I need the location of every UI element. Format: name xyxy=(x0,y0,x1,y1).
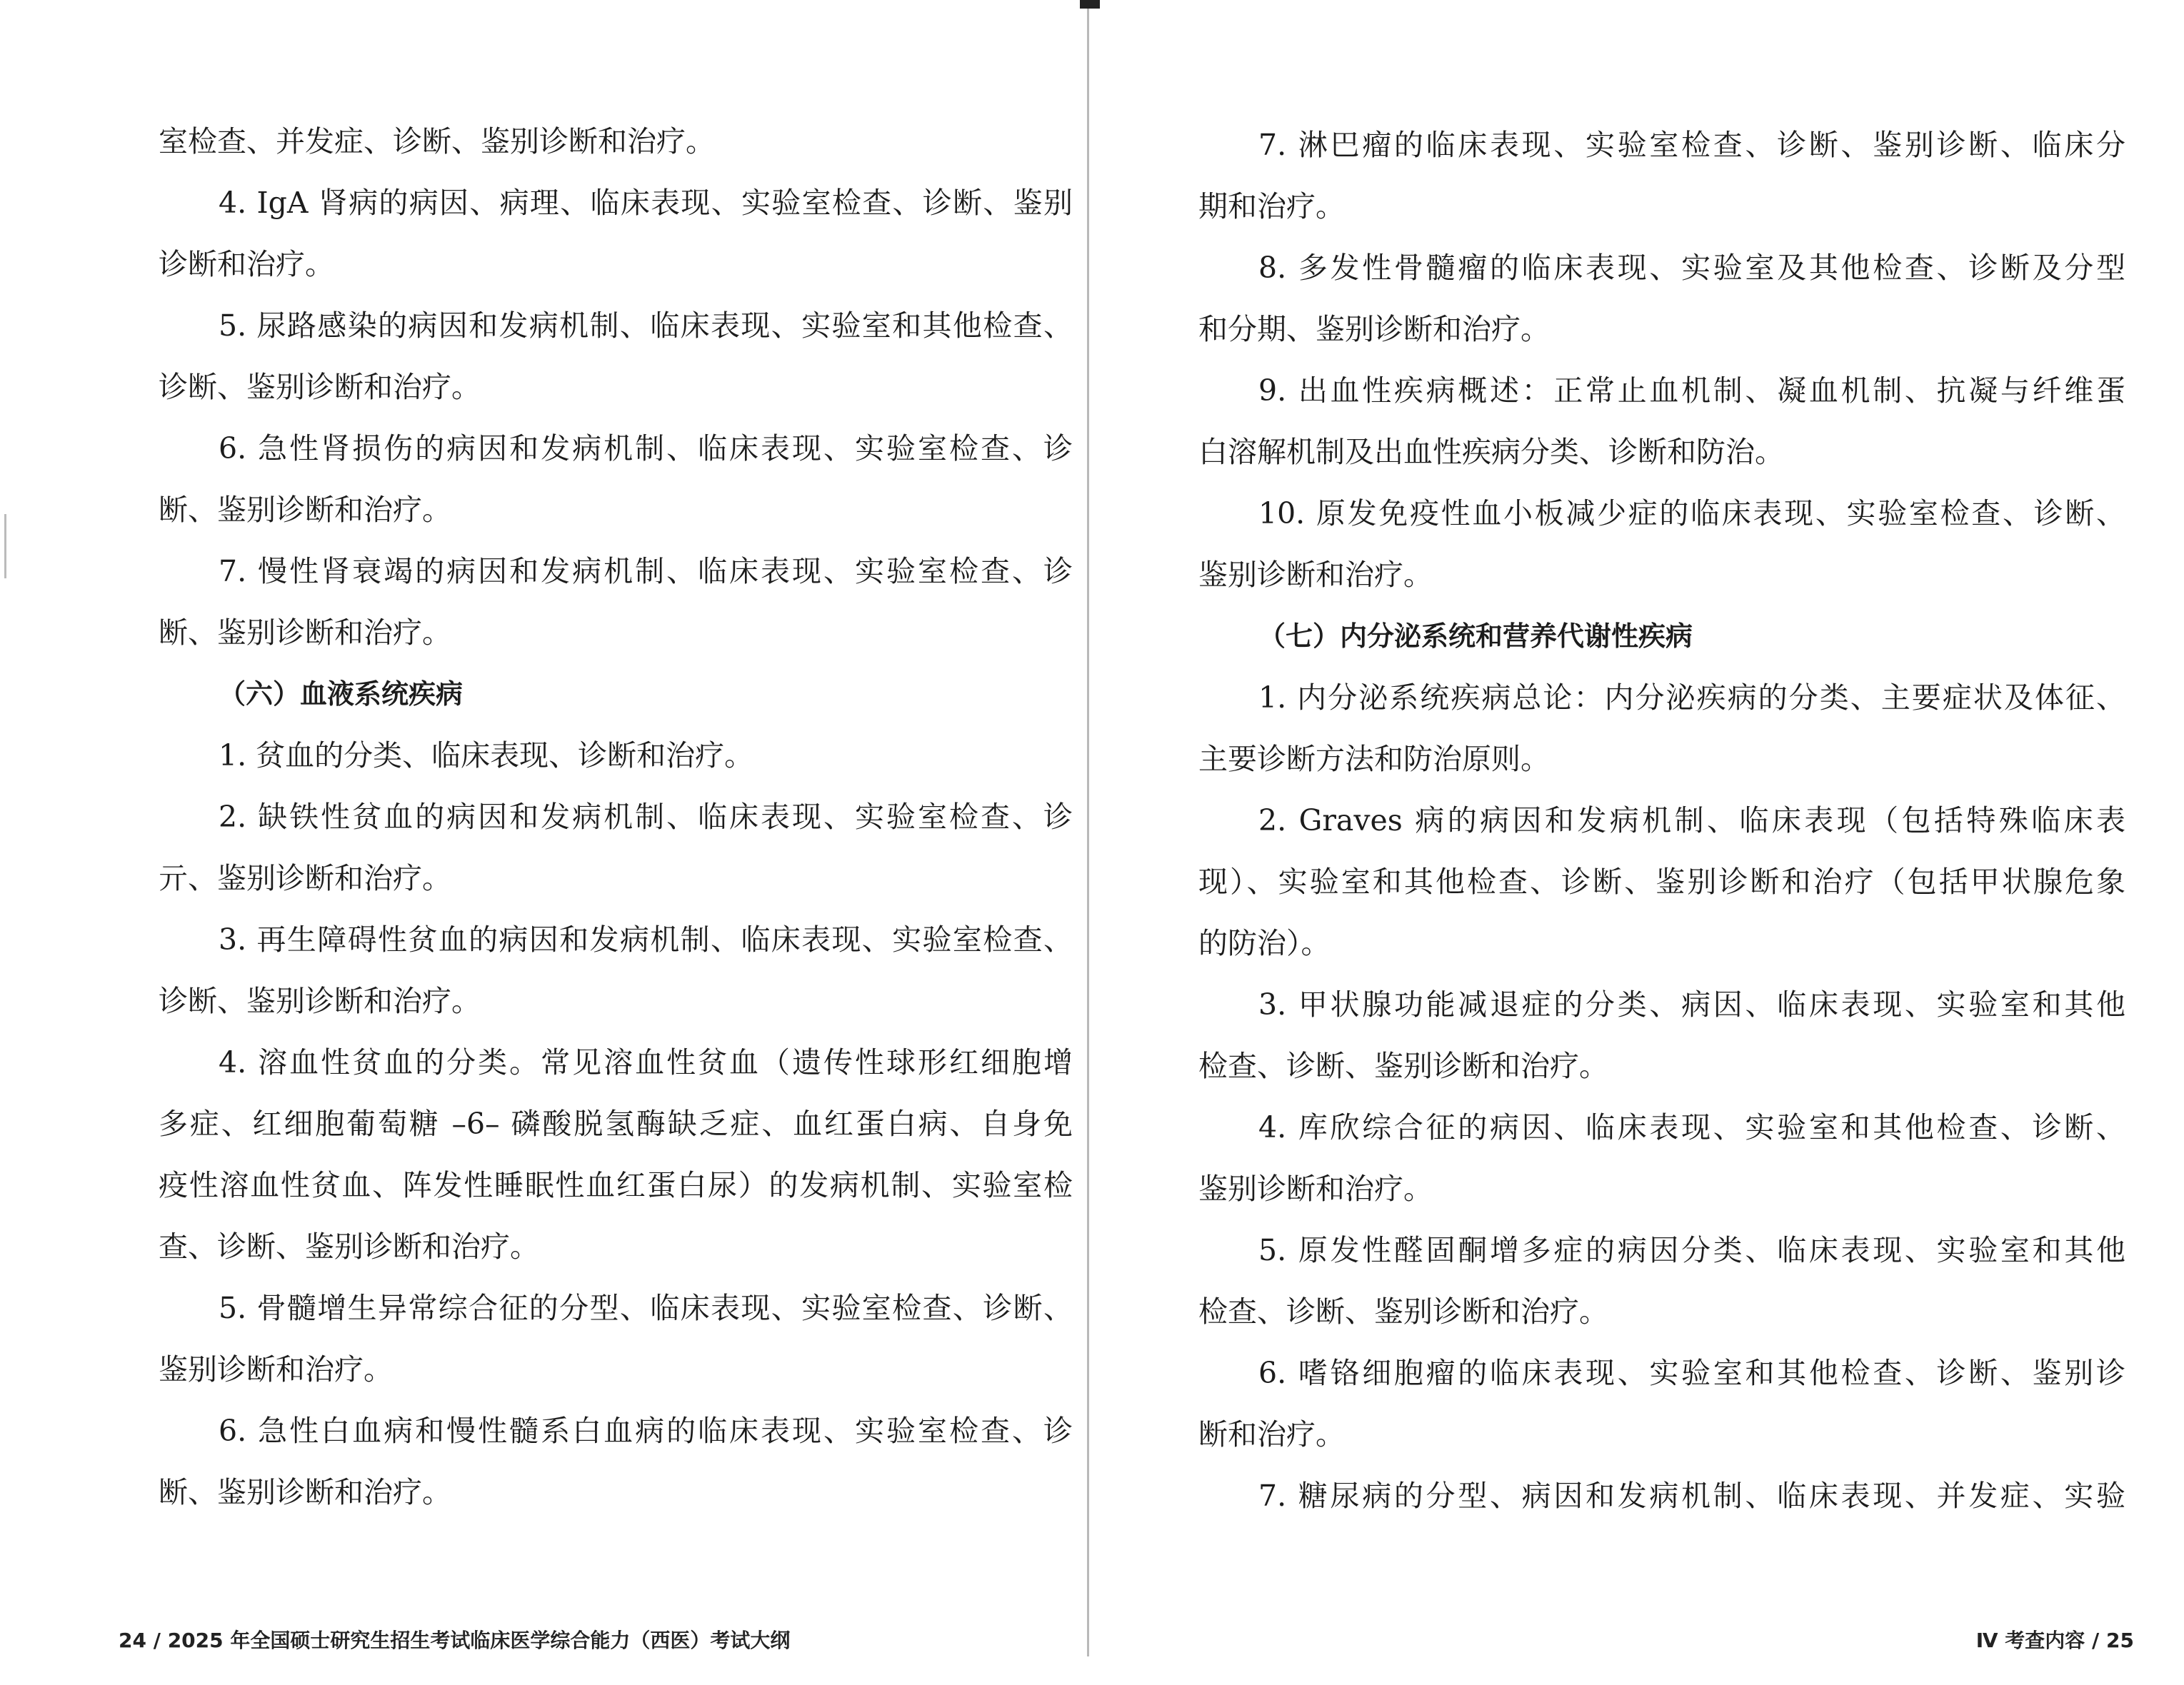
list-item-7: 7. 淋巴瘤的临床表现、实验室检查、诊断、鉴别诊断、临床分 xyxy=(1258,128,2125,162)
text-line: 鉴别诊断和治疗。 xyxy=(1198,558,1433,592)
text-line: 和分期、鉴别诊断和治疗。 xyxy=(1198,312,1550,346)
list-item-7: 7. 慢性肾衰竭的病因和发病机制、临床表现、实验室检查、诊 xyxy=(219,554,1073,588)
list-item-5: 5. 尿路感染的病因和发病机制、临床表现、实验室和其他检查、 xyxy=(219,308,1073,343)
list-item-8: 8. 多发性骨髓瘤的临床表现、实验室及其他检查、诊断及分型 xyxy=(1258,251,2125,285)
section-heading: （六）血液系统疾病 xyxy=(219,678,464,710)
text-line: 主要诊断方法和防治原则。 xyxy=(1198,742,1550,776)
text-line: 查、诊断、鉴别诊断和治疗。 xyxy=(159,1229,539,1264)
text-line: 诊断和治疗。 xyxy=(159,247,334,281)
text-line: 白溶解机制及出血性疾病分类、诊断和防治。 xyxy=(1198,435,1784,469)
list-item-4: 4. 库欣综合征的病因、临床表现、实验室和其他检查、诊断、 xyxy=(1258,1110,2125,1145)
list-item-3: 3. 甲状腺功能减退症的分类、病因、临床表现、实验室和其他 xyxy=(1258,987,2125,1022)
list-item-3: 3. 再生障碍性贫血的病因和发病机制、临床表现、实验室检查、 xyxy=(219,922,1073,957)
text-line: 鉴别诊断和治疗。 xyxy=(159,1352,393,1387)
text-line: 断、鉴别诊断和治疗。 xyxy=(159,615,451,650)
list-item-5: 5. 原发性醛固酮增多症的病因分类、临床表现、实验室和其他 xyxy=(1258,1233,2125,1267)
list-item-5: 5. 骨髓增生异常综合征的分型、临床表现、实验室检查、诊断、 xyxy=(219,1291,1073,1325)
text-line: 期和治疗。 xyxy=(1198,189,1345,223)
right-page-text xyxy=(1198,114,2125,1526)
list-item-6: 6. 急性肾损伤的病因和发病机制、临床表现、实验室检查、诊 xyxy=(219,431,1073,466)
list-item-7: 7. 糖尿病的分型、病因和发病机制、临床表现、并发症、实验 xyxy=(1258,1479,2125,1513)
section-heading: （七）内分泌系统和营养代谢性疾病 xyxy=(1258,620,1693,652)
list-item-6: 6. 急性白血病和慢性髓系白血病的临床表现、实验室检查、诊 xyxy=(219,1414,1073,1448)
text-line: 断和治疗。 xyxy=(1198,1417,1345,1452)
list-item-2: 2. 缺铁性贫血的病因和发病机制、临床表现、实验室检查、诊 xyxy=(219,800,1073,834)
list-item-4: 4. IgA 肾病的病因、病理、临床表现、实验室检查、诊断、鉴别 xyxy=(219,186,1073,220)
left-page-text xyxy=(159,111,1073,1523)
text-line: 诊断、鉴别诊断和治疗。 xyxy=(159,370,481,404)
list-item-1: 1. 内分泌系统疾病总论：内分泌疾病的分类、主要症状及体征、 xyxy=(1258,680,2125,715)
text-line: 的防治）。 xyxy=(1198,926,1331,960)
text-line: 检查、诊断、鉴别诊断和治疗。 xyxy=(1198,1049,1608,1083)
text-line: 现）、实验室和其他检查、诊断、鉴别诊断和治疗（包括甲状腺危象 xyxy=(1198,865,2125,899)
text-line: 亓、鉴别诊断和治疗。 xyxy=(159,861,451,895)
list-item-4: 4. 溶血性贫血的分类。常见溶血性贫血（遗传性球形红细胞增 xyxy=(219,1045,1073,1080)
list-item-2: 2. Graves 病的病因和发病机制、临床表现（包括特殊临床表 xyxy=(1258,803,2125,838)
page-footer: 24 / 2025 年全国硕士研究生招生考试临床医学综合能力（西医）考试大纲 xyxy=(119,1629,791,1652)
page-footer: Ⅳ 考查内容 / 25 xyxy=(1975,1629,2134,1652)
left-page xyxy=(0,0,1091,1685)
text-line: 多症、红细胞葡萄糖 –6– 磷酸脱氢酶缺乏症、血红蛋白病、自身免 xyxy=(159,1107,1073,1141)
list-item-1: 1. 贫血的分类、临床表现、诊断和治疗。 xyxy=(219,738,754,773)
list-item-6: 6. 嗜铬细胞瘤的临床表现、实验室和其他检查、诊断、鉴别诊 xyxy=(1258,1356,2125,1390)
text-line: 疫性溶血性贫血、阵发性睡眠性血红蛋白尿）的发病机制、实验室检 xyxy=(159,1168,1073,1202)
text-line: 检查、诊断、鉴别诊断和治疗。 xyxy=(1198,1294,1608,1329)
text-line: 室检查、并发症、诊断、鉴别诊断和治疗。 xyxy=(159,124,715,159)
right-page xyxy=(1093,0,2184,1685)
text-line: 断、鉴别诊断和治疗。 xyxy=(159,493,451,527)
text-line: 断、鉴别诊断和治疗。 xyxy=(159,1475,451,1509)
list-item-9: 9. 出血性疾病概述：正常止血机制、凝血机制、抗凝与纤维蛋 xyxy=(1258,373,2125,408)
text-line: 鉴别诊断和治疗。 xyxy=(1198,1172,1433,1206)
text-line: 诊断、鉴别诊断和治疗。 xyxy=(159,984,481,1018)
list-item-10: 10. 原发免疫性血小板减少症的临床表现、实验室检查、诊断、 xyxy=(1258,496,2125,530)
